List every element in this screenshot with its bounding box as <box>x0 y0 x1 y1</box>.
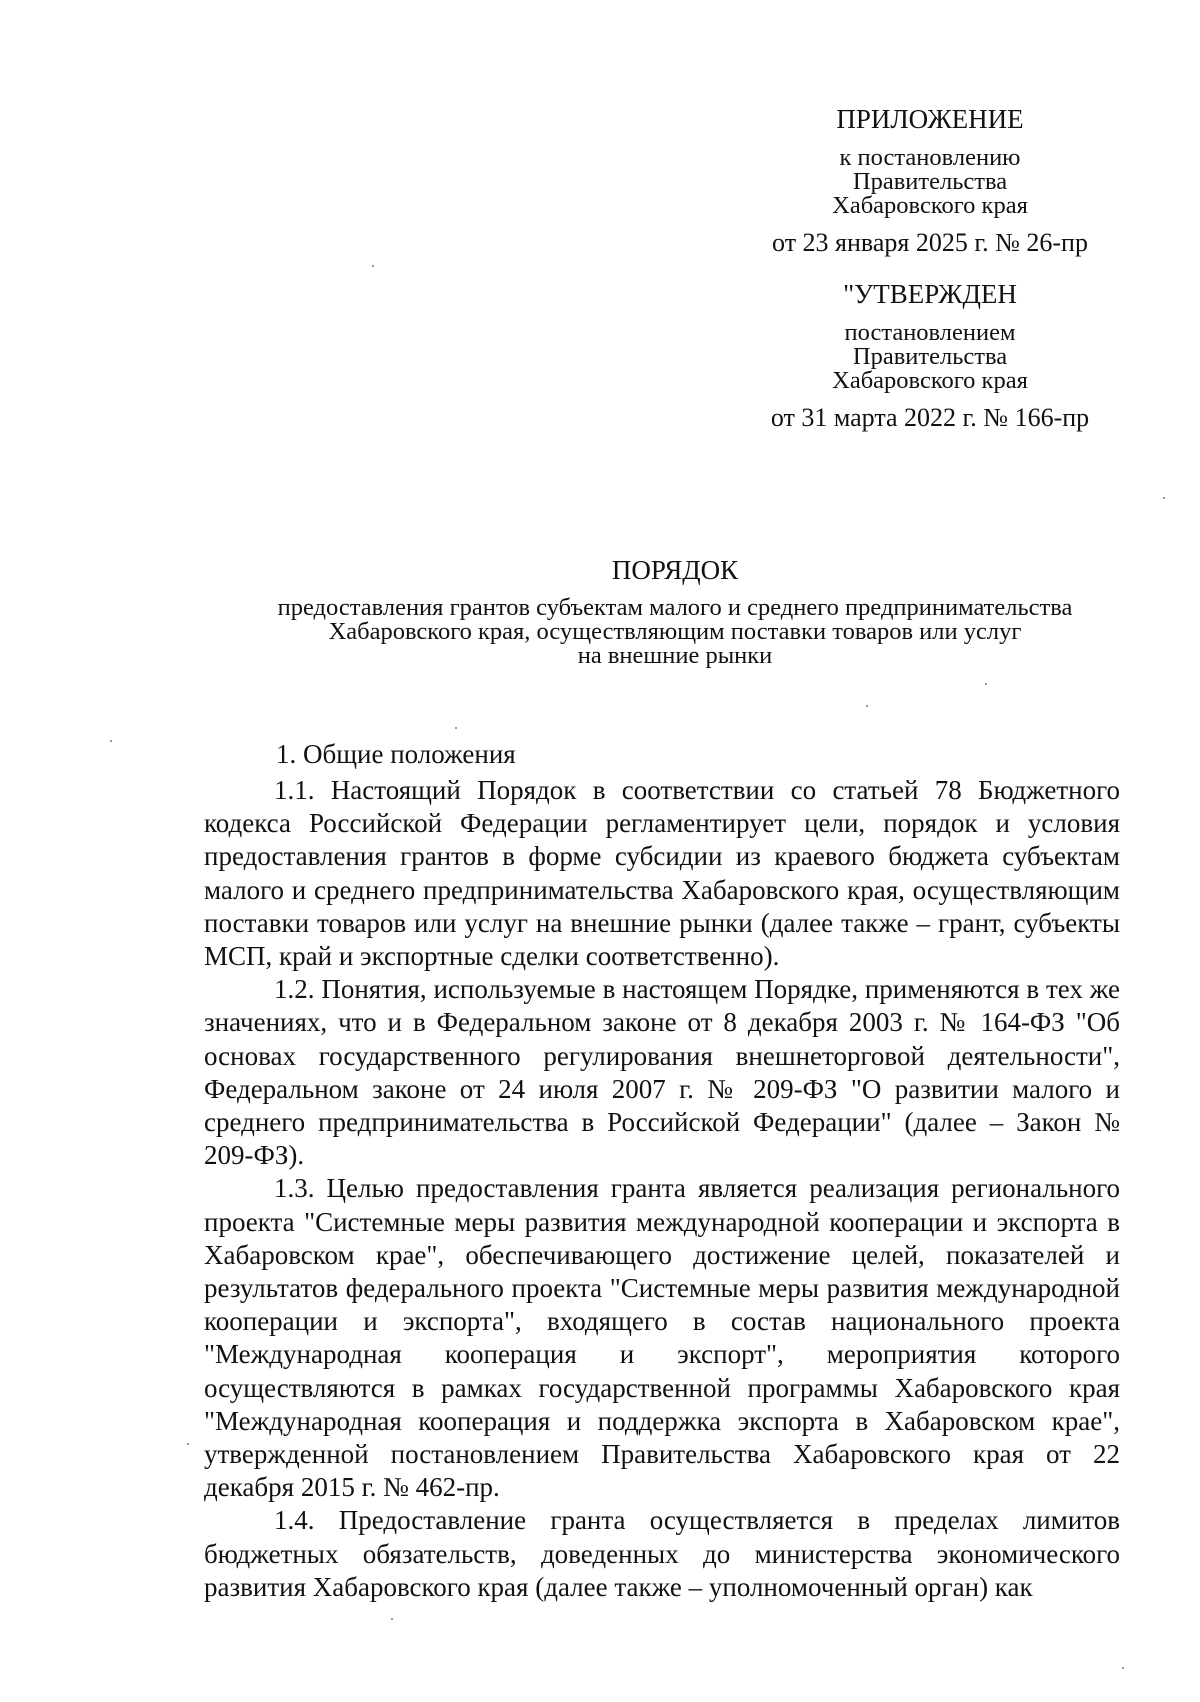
appendix-block <box>730 104 1130 258</box>
scan-speck <box>455 727 457 729</box>
paragraph-1-1: 1.1. Настоящий Порядок в соответствии со статьей 78 Бюджетного кодекса Российской Федерации регламентирует цели, порядок и условия предоставления грантов в форме субсидии из краевого бюджета субъектам малого и среднего предпринимательства Хабаровского края, осуществляющим поставки товаров или услуг на внешние рынки (далее также – грант, субъекты МСП, край и экспортные сделки соответственно). <box>204 775 1120 972</box>
appendix-date: от 23 января 2025 г. № 26-пр <box>772 228 1088 257</box>
approved-block <box>730 279 1130 433</box>
approved-line-2: Правительства <box>852 343 1008 370</box>
scan-speck <box>1122 1667 1124 1669</box>
appendix-line-3: Хабаровского края <box>832 192 1028 219</box>
appendix-label: ПРИЛОЖЕНИЕ <box>836 104 1024 134</box>
approved-label: "УТВЕРЖДЕН <box>843 279 1017 309</box>
document-title-block <box>200 554 1150 668</box>
paragraph-1-3: 1.3. Целью предоставления гранта является реализация регионального проекта "Системные меры развития международной кооперации и экспорта в Хабаровском крае", обеспечивающего достижение целей, показателей и результатов федерального проекта "Системные меры развития международной кооперации и экспорта", входящего в состав национального проекта "Международная кооперация и экспорт", мероприятия которого осуществляются в рамках государственной программы Хабаровского края "Международная кооперация и поддержка экспорта в Хабаровском крае", утвержденной постановлением Правительства Хабаровского края от 22 декабря 2015 г. № 462-пр. <box>204 1173 1120 1503</box>
document-subtitle-line-3: на внешние рынки <box>577 642 773 669</box>
scan-speck <box>866 705 868 707</box>
paragraph-1-2: 1.2. Понятия, используемые в настоящем Порядке, применяются в тех же значениях, что и в Федеральном законе от 8 декабря 2003 г. № 164-ФЗ "Об основах государственного регулирования внешнеторговой деятельности", Федеральном законе от 24 июля 2007 г. № 209-ФЗ "О развитии малого и среднего предпринимательства в Российской Федерации" (далее – Закон № 209-ФЗ). <box>204 974 1120 1171</box>
scan-speck <box>372 265 374 267</box>
appendix-line-2: Правительства <box>852 168 1008 195</box>
scan-speck <box>110 740 112 742</box>
scan-speck <box>391 1618 393 1620</box>
scan-speck <box>187 1443 189 1445</box>
section-heading: 1. Общие положения <box>276 739 516 769</box>
document-title: ПОРЯДОК <box>611 555 739 585</box>
appendix-line-1: к постановлению <box>839 144 1021 171</box>
scan-speck <box>985 683 987 685</box>
document-subtitle-line-1: предоставления грантов субъектам малого и среднего предпринимательства <box>277 594 1073 621</box>
document-subtitle-line-2: Хабаровского края, осуществляющим поставки товаров или услуг <box>328 618 1022 645</box>
paragraph-1-4: 1.4. Предоставление гранта осуществляется в пределах лимитов бюджетных обязательств, доведенных до министерства экономического развития Хабаровского края (далее также – уполномоченный орган) как <box>204 1505 1120 1602</box>
approved-line-1: постановлением <box>844 319 1016 346</box>
approved-line-3: Хабаровского края <box>832 367 1028 394</box>
approved-date: от 31 марта 2022 г. № 166-пр <box>770 403 1090 432</box>
scan-speck <box>1163 497 1165 499</box>
document-body <box>204 774 1120 1604</box>
